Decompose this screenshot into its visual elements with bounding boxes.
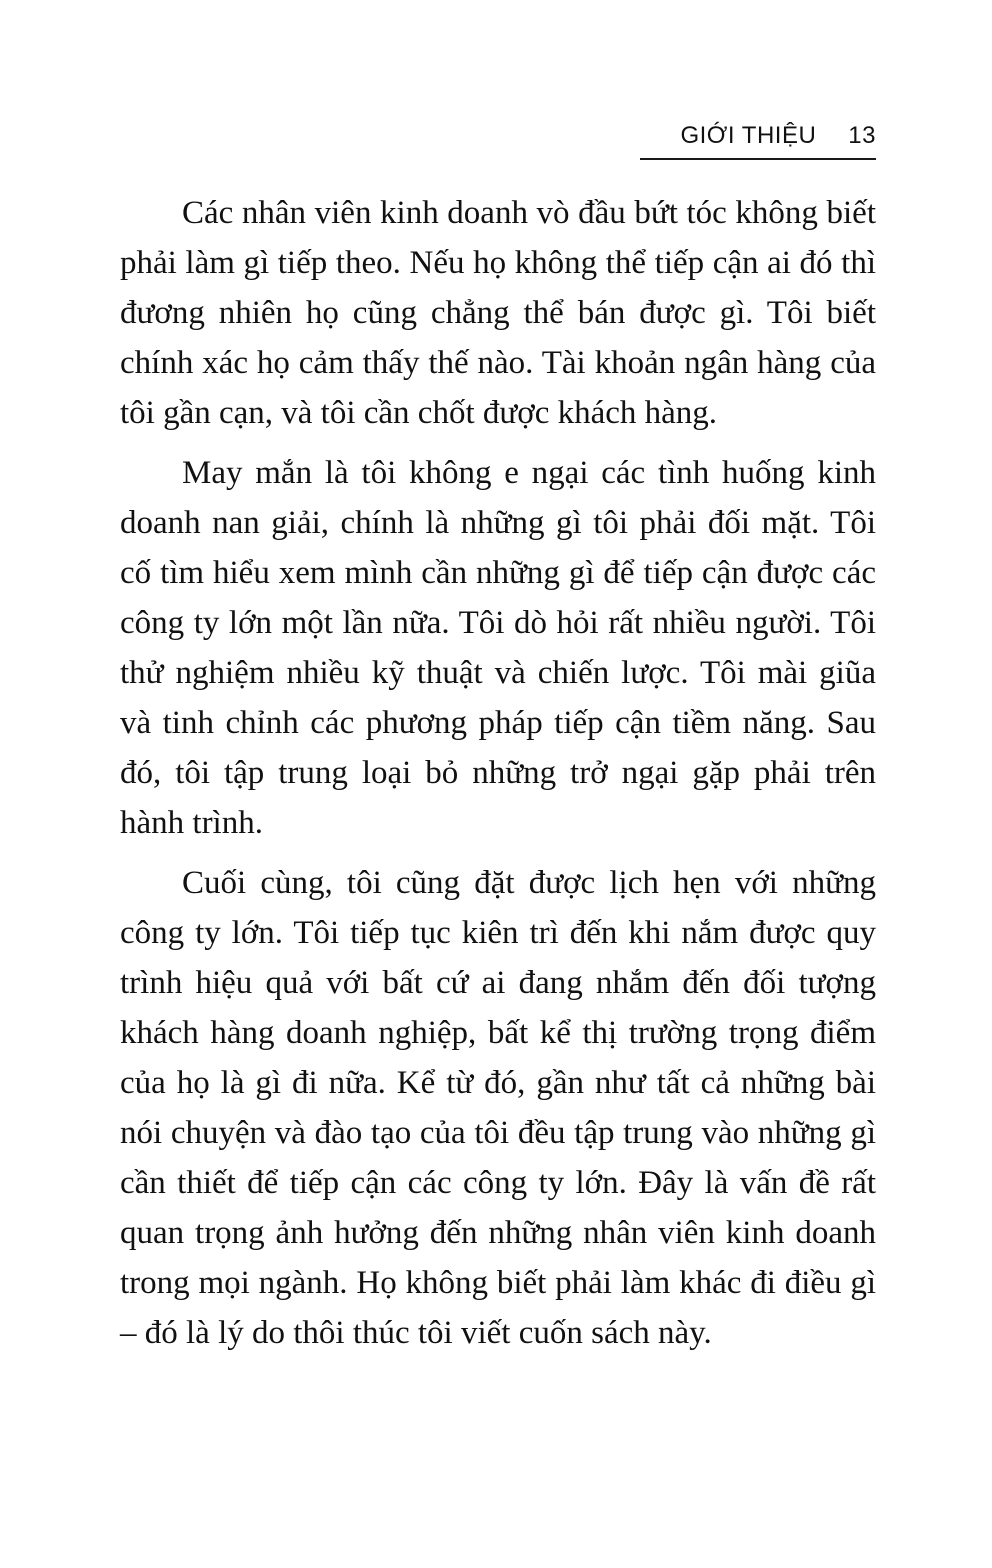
page-number: 13 <box>848 122 876 149</box>
paragraph-2: May mắn là tôi không e ngại các tình huống kinh doanh nan giải, chính là những gì tôi phải đối mặt. Tôi cố tìm hiểu xem mình cần những gì để tiếp cận được các công ty lớn một lần nữa. Tôi dò hỏi rất nhiều người. Tôi thử nghiệm nhiều kỹ thuật và chiến lược. Tôi mài giũa và tinh chỉnh các phương pháp tiếp cận tiềm năng. Sau đó, tôi tập trung loại bỏ những trở ngại gặp phải trên hành trình. <box>120 455 876 841</box>
body-text <box>120 188 876 1368</box>
section-title: GIỚI THIỆU <box>680 122 817 149</box>
paragraph-3: Cuối cùng, tôi cũng đặt được lịch hẹn với những công ty lớn. Tôi tiếp tục kiên trì đến khi nắm được quy trình hiệu quả với bất cứ ai đang nhắm đến đối tượng khách hàng doanh nghiệp, bất kể thị trường trọng điểm của họ là gì đi nữa. Kể từ đó, gần như tất cả những bài nói chuyện và đào tạo của tôi đều tập trung vào những gì cần thiết để tiếp cận các công ty lớn. Đây là vấn đề rất quan trọng ảnh hưởng đến những nhân viên kinh doanh trong mọi ngành. Họ không biết phải làm khác đi điều gì – đó là lý do thôi thúc tôi viết cuốn sách này. <box>120 865 876 1351</box>
running-header <box>640 122 876 160</box>
paragraph-1: Các nhân viên kinh doanh vò đầu bứt tóc không biết phải làm gì tiếp theo. Nếu họ không thể tiếp cận ai đó thì đương nhiên họ cũng chẳng thể bán được gì. Tôi biết chính xác họ cảm thấy thế nào. Tài khoản ngân hàng của tôi gần cạn, và tôi cần chốt được khách hàng. <box>120 195 876 431</box>
